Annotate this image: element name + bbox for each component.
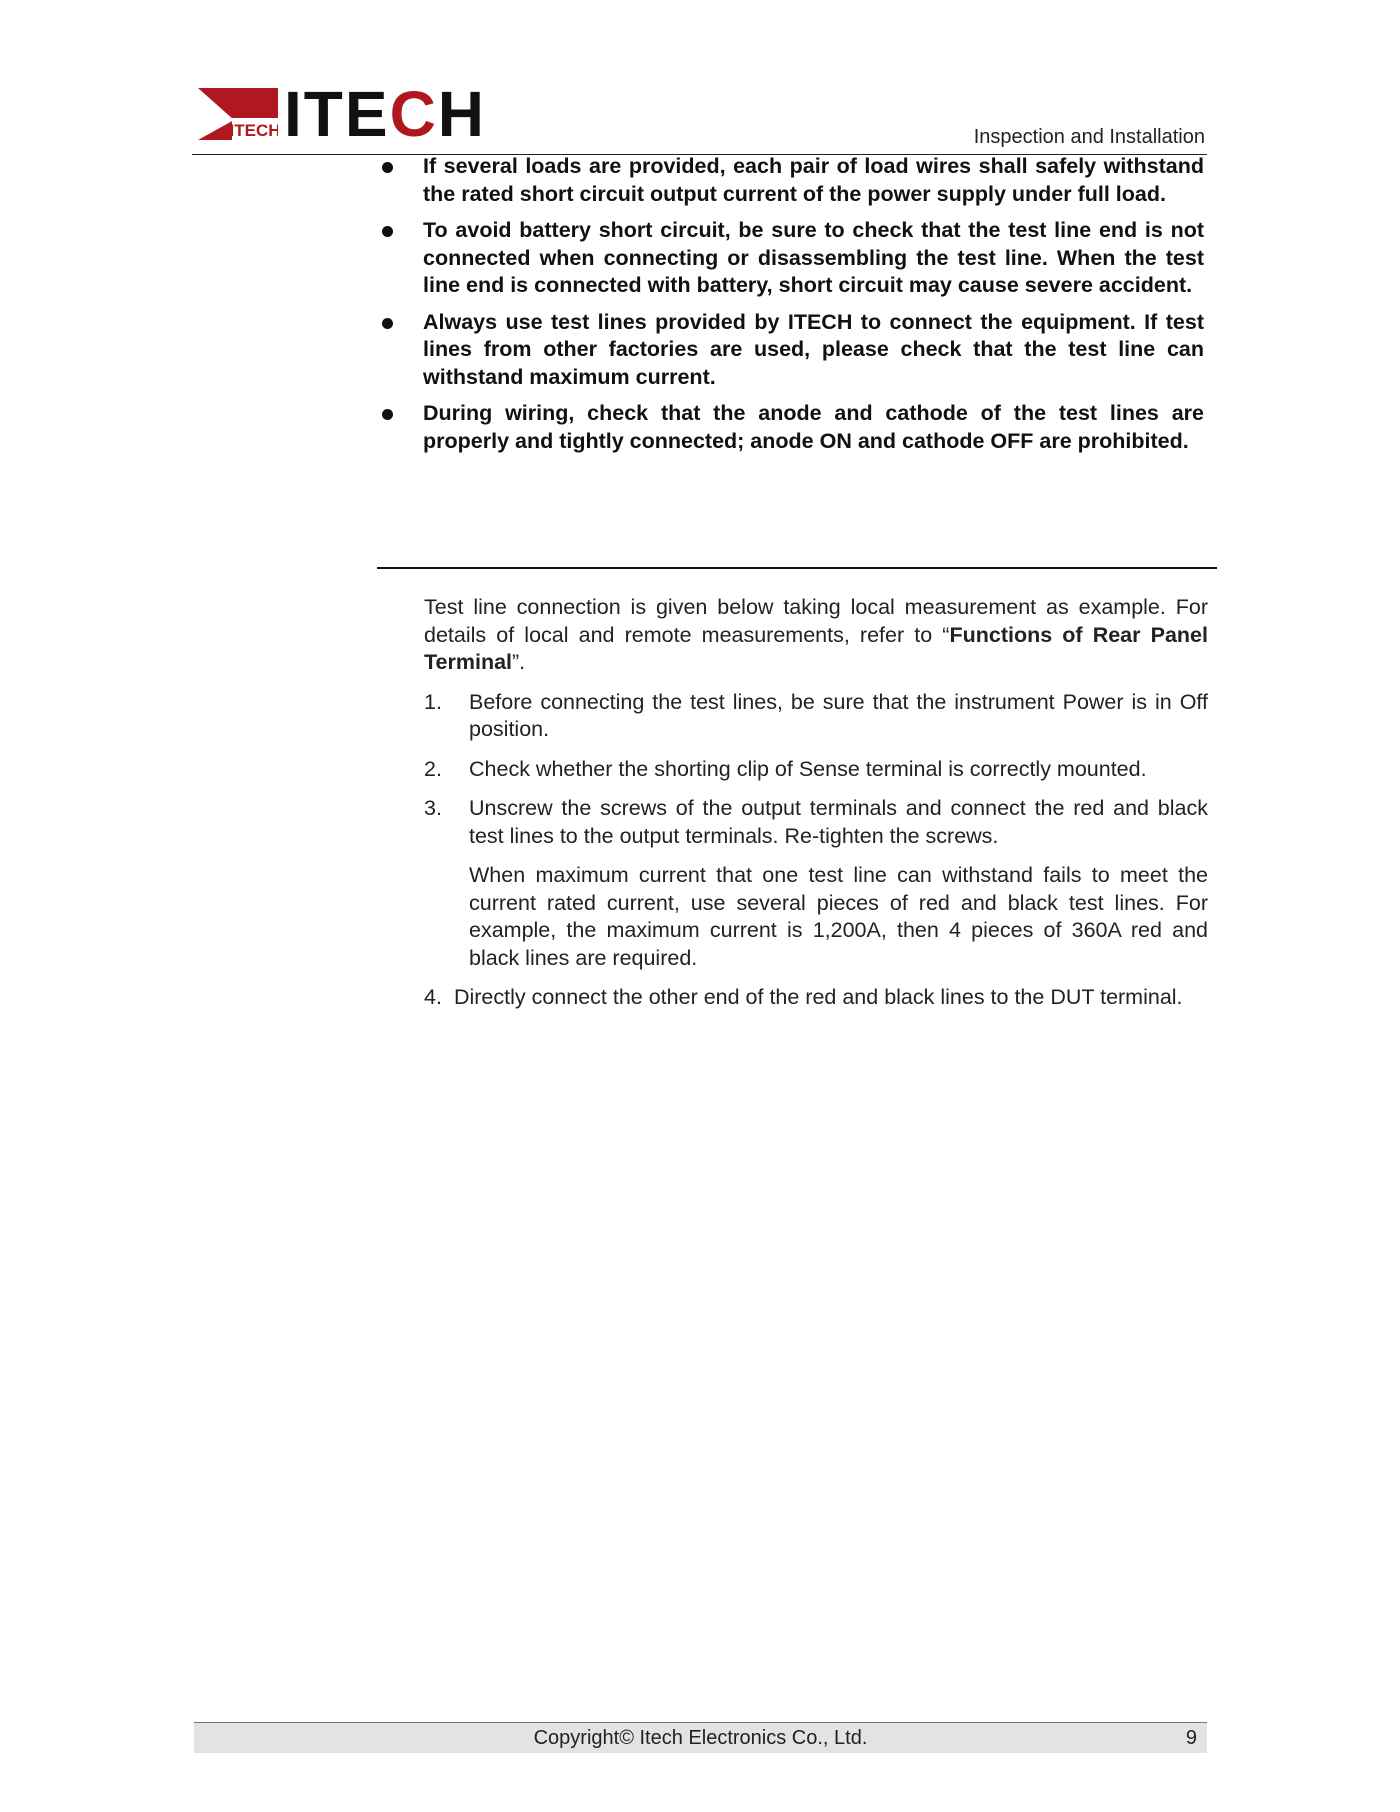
- warning-text: During wiring, check that the anode and cathode of the test lines are properly and tightly connected; anode ON and cathode OFF are prohibited.: [423, 401, 1204, 453]
- bullet-icon: [382, 318, 393, 329]
- intro-paragraph: [424, 594, 1208, 677]
- logo-mark-icon: [198, 88, 278, 140]
- warning-text: To avoid battery short circuit, be sure to check that the test line end is not connected when connecting or disassembling the test line. When the test line end is connected with battery, short circuit may cause severe accident.: [423, 218, 1204, 297]
- intro-text: Test line connection is given below taking local measurement as example. For details of local and remote measurements, refer to “: [424, 595, 1208, 647]
- warning-item: [376, 309, 1204, 392]
- step-text: Before connecting the test lines, be sure that the instrument Power is in Off position.: [469, 689, 1208, 741]
- step-text: Unscrew the screws of the output terminals and connect the red and black test lines to the output terminals. Re-tighten the screws.: [469, 796, 1208, 848]
- section-title: Inspection and Installation: [973, 126, 1205, 148]
- intro-reference: Functions of Rear Panel Terminal: [424, 622, 1208, 674]
- warning-item: [376, 217, 1204, 300]
- logo-mark-text: ITECH: [229, 121, 278, 140]
- step-number: 4.: [424, 985, 442, 1009]
- step-text: Check whether the shorting clip of Sense terminal is correctly mounted.: [469, 756, 1147, 781]
- warning-item: [376, 400, 1204, 455]
- bullet-icon: [382, 409, 393, 420]
- step-number: 3.: [424, 796, 442, 820]
- page-header: [192, 78, 1207, 155]
- step-item: [424, 984, 1208, 1012]
- copyright-text: Copyright© Itech Electronics Co., Ltd.: [533, 1727, 868, 1749]
- warning-list: [376, 153, 1204, 464]
- warning-text: If several loads are provided, each pair of load wires shall safely withstand the rated short circuit output current of the power supply under full load.: [423, 154, 1204, 206]
- step-number: 2.: [424, 756, 442, 781]
- step-number: 1.: [424, 689, 442, 714]
- section-divider: [377, 567, 1217, 569]
- bullet-icon: [382, 226, 393, 237]
- warning-item: [376, 153, 1204, 208]
- step-item: [424, 756, 1208, 784]
- logo-wordmark-part1: ITE: [284, 78, 390, 150]
- logo-wordmark-part2: H: [437, 78, 486, 150]
- itech-logo: [198, 78, 486, 150]
- step-item: [424, 689, 1208, 744]
- page-number: 9: [1185, 1727, 1197, 1749]
- instructions: [424, 594, 1208, 1024]
- intro-text-end: ”.: [512, 650, 526, 674]
- step-note: When maximum current that one test line can withstand fails to meet the current rated current, use several pieces of red and black test lines. For example, the maximum current is 1,200A, then 4 pieces of 360A red and black lines are required.: [469, 863, 1208, 970]
- step-item: [424, 795, 1208, 850]
- bullet-icon: [382, 162, 393, 173]
- page-footer: [194, 1722, 1207, 1753]
- warning-text: Always use test lines provided by ITECH to connect the equipment. If test lines from other factories are used, please check that the test line can withstand maximum current.: [423, 309, 1204, 389]
- logo-wordmark-accent: C: [389, 78, 438, 150]
- step-text: Directly connect the other end of the red and black lines to the DUT terminal.: [453, 985, 1183, 1009]
- logo-wordmark: [284, 78, 486, 150]
